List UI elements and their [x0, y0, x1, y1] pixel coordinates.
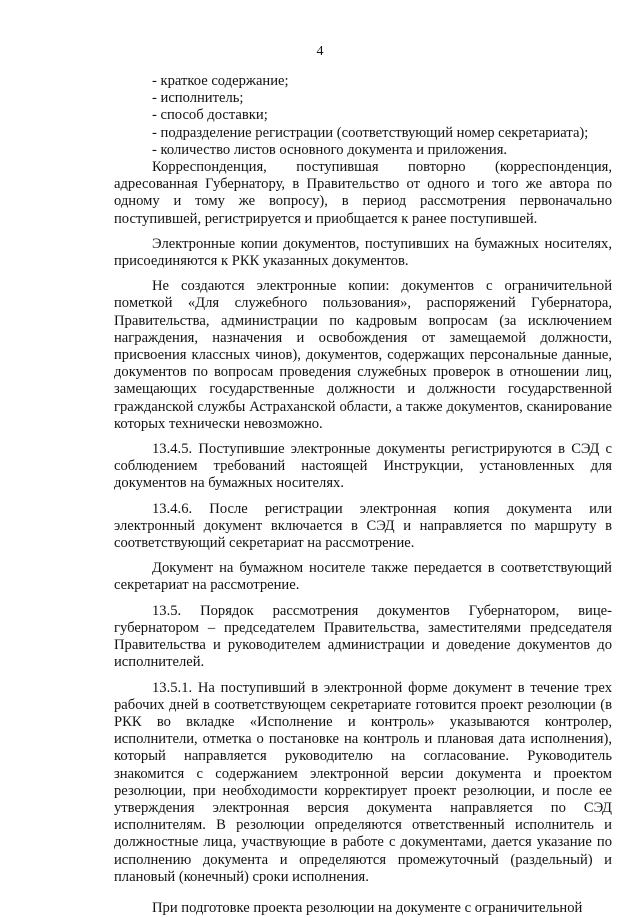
paragraph-paper-document: Документ на бумажном носителе также передается в соответствующий секретариат на рассмотрение. — [114, 560, 612, 594]
list-item: - подразделение регистрации (соответствующий номер секретариата); — [152, 124, 589, 141]
list-item: - количество листов основного документа и приложения. — [152, 141, 508, 158]
document-body — [114, 73, 612, 917]
paragraph-13-5-1: 13.5.1. На поступивший в электронной форме документ в течение трех рабочих дней в соответствующем секретариате готовится проект резолюции (в РКК во вкладке «Исполнение и контроль» указываются контролер, исполнители, отметка о постановке на контроль и плановая дата исполнения), который направляется руководителю на согласование. Руководитель знакомится с содержанием электронной версии документа и проектом резолюции, при необходимости корректирует проект резолюции, и после ее утверждения электронная версия документа направляется по СЭД исполнителям. В резолюции определяются ответственный исполнитель и должностные лица, участвующие в работе с документами, дается указание по исполнению документа и определяются промежуточный (раздельный) и плановый (конечный) сроки исполнения. — [114, 679, 612, 885]
paragraph-no-electronic-copies: Не создаются электронные копии: документов с ограничительной пометкой «Для служебного пользования», распоряжений Губернатора, Правительства, администрации по кадровым вопросам (за исключением награждения, назначения и освобождения от замещаемой должности, присвоения классных чинов), документов, содержащих персональные данные, документов по вопросам проведения служебных проверок в отношении лиц, замещающих государственные должности и должности государственной гражданской службы Астраханской области, а также документов, сканирование которых технически невозможно. — [114, 278, 612, 432]
paragraph-electronic-copies: Электронные копии документов, поступивших на бумажных носителях, присоединяются к РКК указанных документов. — [114, 235, 612, 270]
list-item: - способ доставки; — [152, 107, 268, 124]
list-item: - исполнитель; — [152, 90, 244, 107]
paragraph-resolution-draft: При подготовке проекта резолюции на документе с ограничительной — [152, 899, 583, 916]
paragraph-repeat-correspondence: Корреспонденция, поступившая повторно (корреспонденция, адресованная Губернатору, в Правительство от одного и того же автора по одному и тому же вопросу), в период рассмотрения первоначально поступившей, регистрируется и приобщается к ранее поступившей. — [114, 159, 612, 227]
paragraph-13-5: 13.5. Порядок рассмотрения документов Губернатором, вице-губернатором – председателем Правительства, заместителями председателя Правительства и руководителем администрации и доведение документов до исполнителей. — [114, 602, 612, 671]
paragraph-13-4-6: 13.4.6. После регистрации электронная копия документа или электронный документ включается в СЭД и направляется по маршруту в соответствующий секретариат на рассмотрение. — [114, 500, 612, 552]
page-number: 4 — [316, 44, 324, 59]
paragraph-13-4-5: 13.4.5. Поступившие электронные документы регистрируются в СЭД с соблюдением требований настоящей Инструкции, установленных для документов на бумажных носителях. — [114, 441, 612, 492]
list-item: - краткое содержание; — [152, 73, 289, 89]
